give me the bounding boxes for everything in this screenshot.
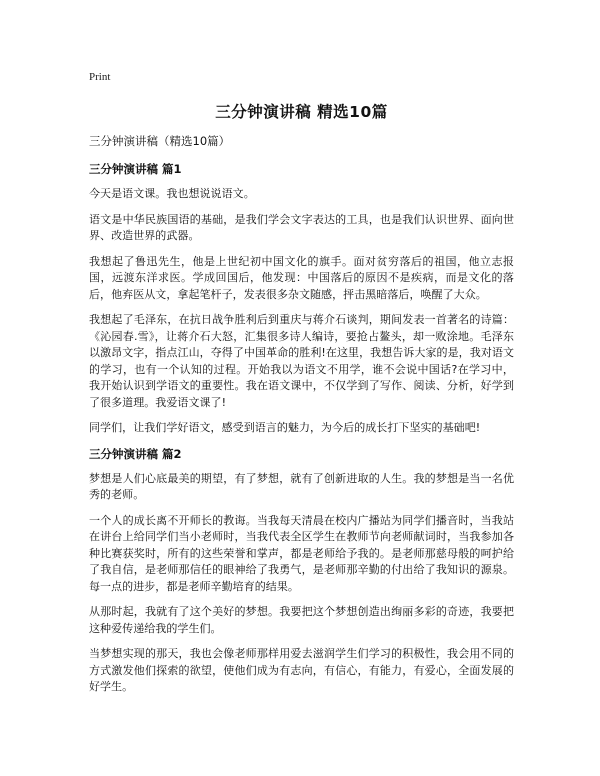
section-2 — [89, 446, 514, 696]
document-subtitle: 三分钟演讲稿（精选10篇） — [89, 134, 231, 148]
section-1 — [89, 161, 514, 437]
paragraph: 今天是语文课。我也想说说语文。 — [89, 187, 255, 200]
print-label: Print — [89, 71, 111, 83]
paragraph: 从那时起，我就有了这个美好的梦想。我要把这个梦想创造出绚丽多彩的奇迹，我要把这种爱传递给我的学生们。 — [89, 605, 514, 635]
document-page — [89, 70, 514, 705]
paragraph: 一个人的成长离不开师长的教诲。当我每天清晨在校内广播站为同学们播音时，当我站在讲台上给同学们当小老师时，当我代表全区学生在教师节向老师献词时，当我参加各种比赛获奖时，所有的这些荣誉和掌声，都是老师给予我的。是老师那慈母般的呵护给了我自信，是老师那信任的眼神给了我勇气，是老师那辛勤的付出给了我知识的源泉。每一点的进步，都是老师辛勤培育的结果。 — [89, 513, 514, 593]
section-heading: 三分钟演讲稿 篇1 — [89, 162, 182, 176]
paragraph: 梦想是人们心底最美的期望，有了梦想，就有了创新进取的人生。我的梦想是当一名优秀的老师。 — [89, 471, 514, 501]
paragraph: 当梦想实现的那天，我也会像老师那样用爱去滋润学生们学习的积极性，我会用不同的方式激发他们探索的欲望，使他们成为有志向，有信心，有能力，有爱心，全面发展的好学生。 — [89, 647, 514, 693]
section-heading: 三分钟演讲稿 篇2 — [89, 446, 182, 461]
paragraph: 同学们，让我们学好语文，感受到语言的魅力，为今后的成长打下坚实的基础吧! — [89, 421, 481, 434]
paragraph: 语文是中华民族国语的基础，是我们学会文字表达的工具，也是我们认识世界、面向世界、改造世界的武器。 — [89, 212, 514, 242]
paragraph: 我想起了鲁迅先生，他是上世纪初中国文化的旗手。面对贫穷落后的祖国，他立志报国，远渡东洋求医。学成回国后，他发现：中国落后的原因不是疾病，而是文化的落后，他弃医从文，拿起笔杆子，发表很多杂文随感，抨击黑暗落后，唤醒了大众。 — [89, 254, 514, 301]
paragraph: 我想起了毛泽东，在抗日战争胜利后到重庆与蒋介石谈判，期间发表一首著名的诗篇：《沁园春.雪》，让蒋介石大怒，汇集很多诗人编诗，要抢占鳌头，却一败涂地。毛泽东以激昂文字，指点江山，夺得了中国革命的胜利!在这里，我想告诉大家的是，我对语文的学习，也有一个认知的过程。开始我以为语文不用学，谁不会说中国话?在学习中，我开始认识到学语文的重要性。我在语文课中，不仅学到了写作、阅读、分析，好学到了很多道理。我爱语文课了! — [89, 313, 514, 409]
document-title: 三分钟演讲稿 精选10篇 — [215, 103, 388, 121]
